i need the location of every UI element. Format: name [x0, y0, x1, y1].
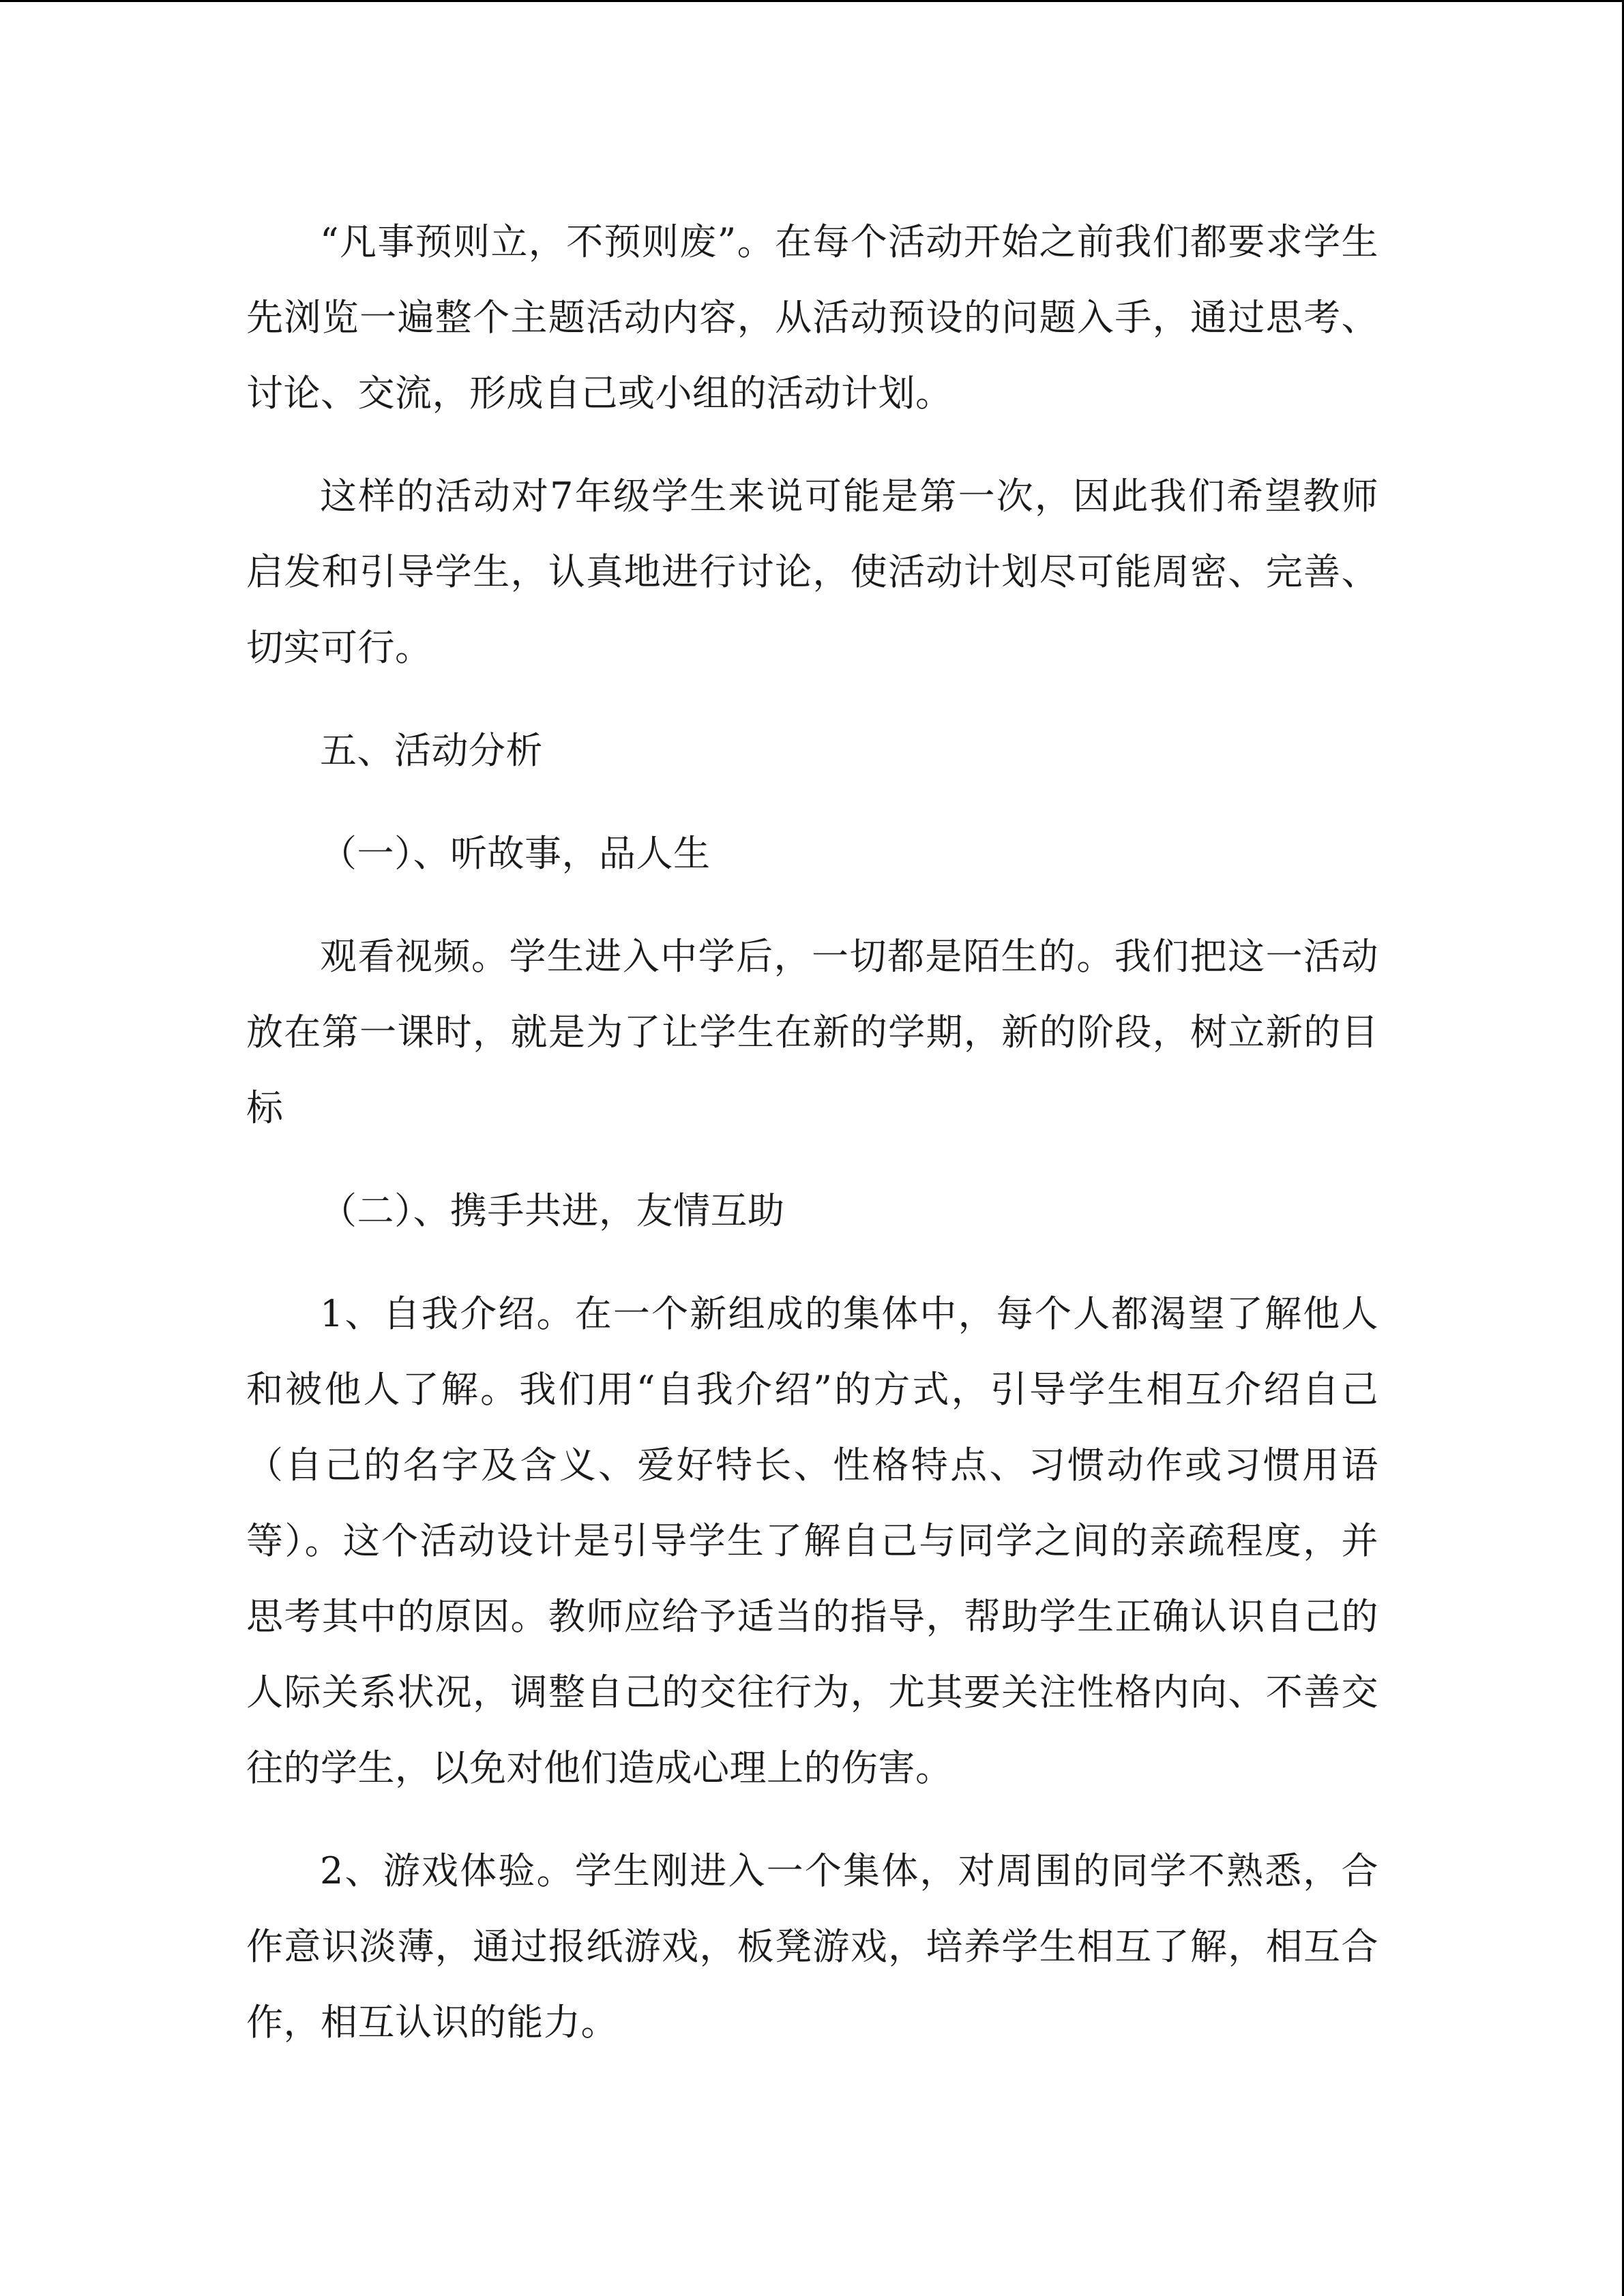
paragraph-grade7: 这样的活动对7年级学生来说可能是第一次，因此我们希望教师启发和引导学生，认真地进行讨论，使活动计划尽可能周密、完善、切实可行。	[246, 475, 1378, 669]
subheading-listen-story: （一）、听故事，品人生	[320, 832, 711, 875]
document-body	[246, 204, 1378, 2087]
subheading-hand-in-hand: （二）、携手共进，友情互助	[320, 1189, 785, 1232]
paragraph-game-experience: 2、游戏体验。学生刚进入一个集体，对周围的同学不熟悉，合作意识淡薄，通过报纸游戏，板凳游戏，培养学生相互了解，相互合作，相互认识的能力。	[246, 1849, 1378, 2044]
paragraph-self-introduction: 1、自我介绍。在一个新组成的集体中，每个人都渴望了解他人和被他人了解。我们用“自我介绍”的方式，引导学生相互介绍自己（自己的名字及含义、爱好特长、性格特点、习惯动作或习惯用语等）。这个活动设计是引导学生了解自己与同学之间的亲疏程度，并思考其中的原因。教师应给予适当的指导，帮助学生正确认识自己的人际关系状况，调整自己的交往行为，尤其要关注性格内向、不善交往的学生，以免对他们造成心理上的伤害。	[246, 1292, 1378, 1789]
section-heading-activity-analysis: 五、活动分析	[320, 729, 543, 772]
paragraph-preparation: “凡事预则立，不预则废”。在每个活动开始之前我们都要求学生先浏览一遍整个主题活动内容，从活动预设的问题入手，通过思考、讨论、交流，形成自己或小组的活动计划。	[246, 220, 1378, 415]
paragraph-watch-video: 观看视频。学生进入中学后，一切都是陌生的。我们把这一活动放在第一课时，就是为了让学生在新的学期，新的阶段，树立新的目标	[246, 935, 1378, 1129]
